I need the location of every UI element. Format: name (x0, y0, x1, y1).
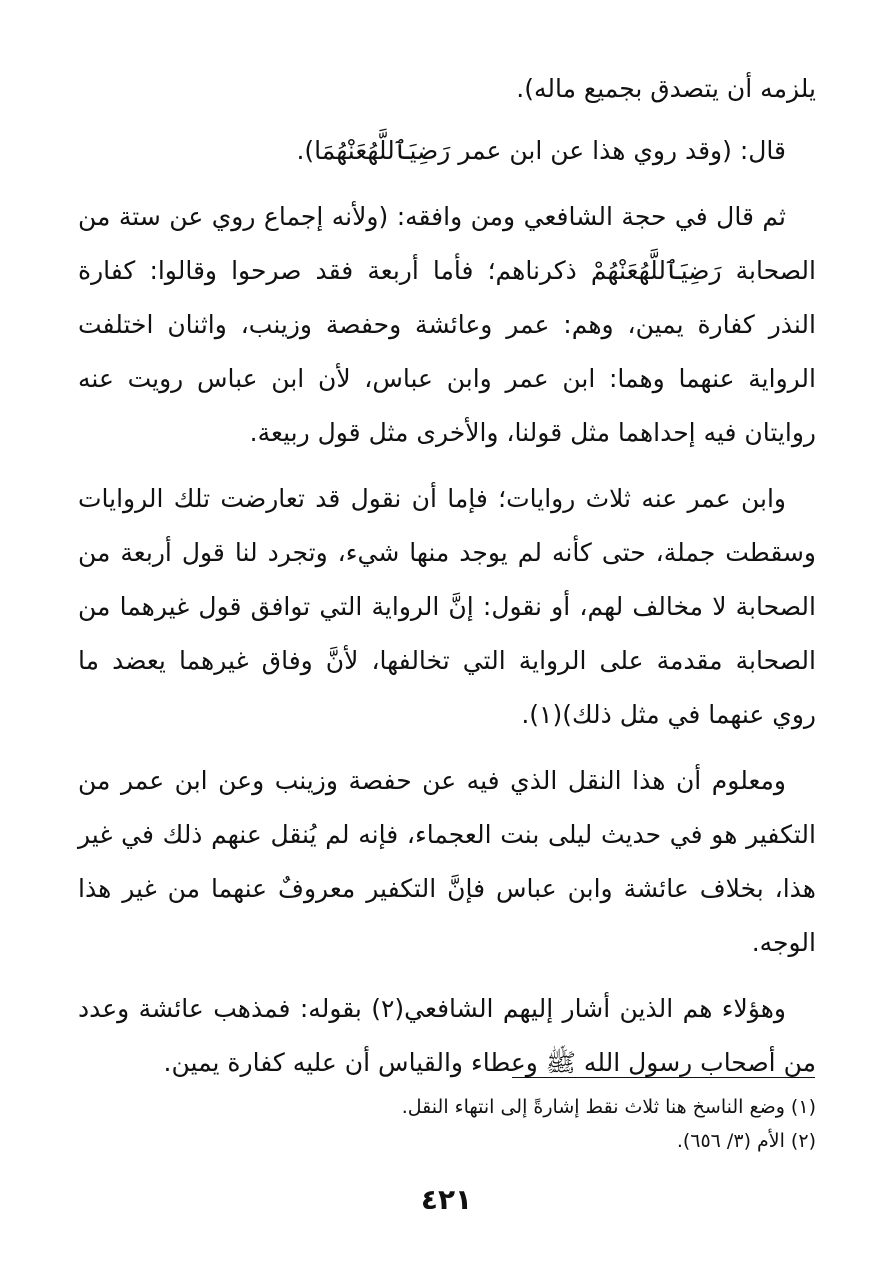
paragraph-4: وابن عمر عنه ثلاث روايات؛ فإما أن نقول قد تعارضت تلك الروايات وسقطت جملة، حتى كأنه لم يوجد منها شيء، وتجرد لنا قول أربعة من الصحابة لا مخالف لهم، أو نقول: إنَّ الرواية التي توافق قول غيرهما من الصحابة مقدمة على الرواية التي تخالفها، لأنَّ وفاق غيرهما يعضد ما روي عنهما في مثل ذلك)(١). (78, 484, 816, 729)
footnotes (78, 1090, 816, 1158)
paragraph-1: يلزمه أن يتصدق بجميع ماله). (516, 74, 816, 103)
page-number: ٤٢١ (420, 1183, 473, 1216)
footnote-separator (512, 1077, 815, 1078)
footnote-1: (١) وضع الناسخ هنا ثلاث نقط إشارةً إلى انتهاء النقل. (401, 1096, 816, 1118)
footnote-2: (٢) الأم (٣/ ٦٥٦). (676, 1130, 816, 1152)
page-body (78, 62, 816, 1090)
paragraph-5: ومعلوم أن هذا النقل الذي فيه عن حفصة وزينب وعن ابن عمر من التكفير هو في حديث ليلى بنت العجماء، فإنه لم يُنقل عنهم ذلك في غير هذا، بخلاف عائشة وابن عباس فإنَّ التكفير معروفٌ عنهما من غير هذا الوجه. (78, 766, 816, 957)
paragraph-6: وهؤلاء هم الذين أشار إليهم الشافعي(٢) بقوله: فمذهب عائشة وعدد من أصحاب رسول الله ﷺ وعطاء والقياس أن عليه كفارة يمين. (78, 994, 816, 1077)
paragraph-2: قال: (وقد روي هذا عن ابن عمر رَضِيَٱللَّهُعَنْهُمَا). (296, 136, 786, 165)
paragraph-3: ثم قال في حجة الشافعي ومن وافقه: (ولأنه إجماع روي عن ستة من الصحابة رَضِيَٱللَّهُعَنْهُمْ ذكرناهم؛ فأما أربعة فقد صرحوا وقالوا: كفارة النذر كفارة يمين، وهم: عمر وعائشة وحفصة وزينب، واثنان اختلفت الرواية عنهما وهما: ابن عمر وابن عباس، لأن ابن عباس رويت عنه روايتان فيه إحداهما مثل قولنا، والأخرى مثل قول ربيعة. (78, 202, 816, 447)
